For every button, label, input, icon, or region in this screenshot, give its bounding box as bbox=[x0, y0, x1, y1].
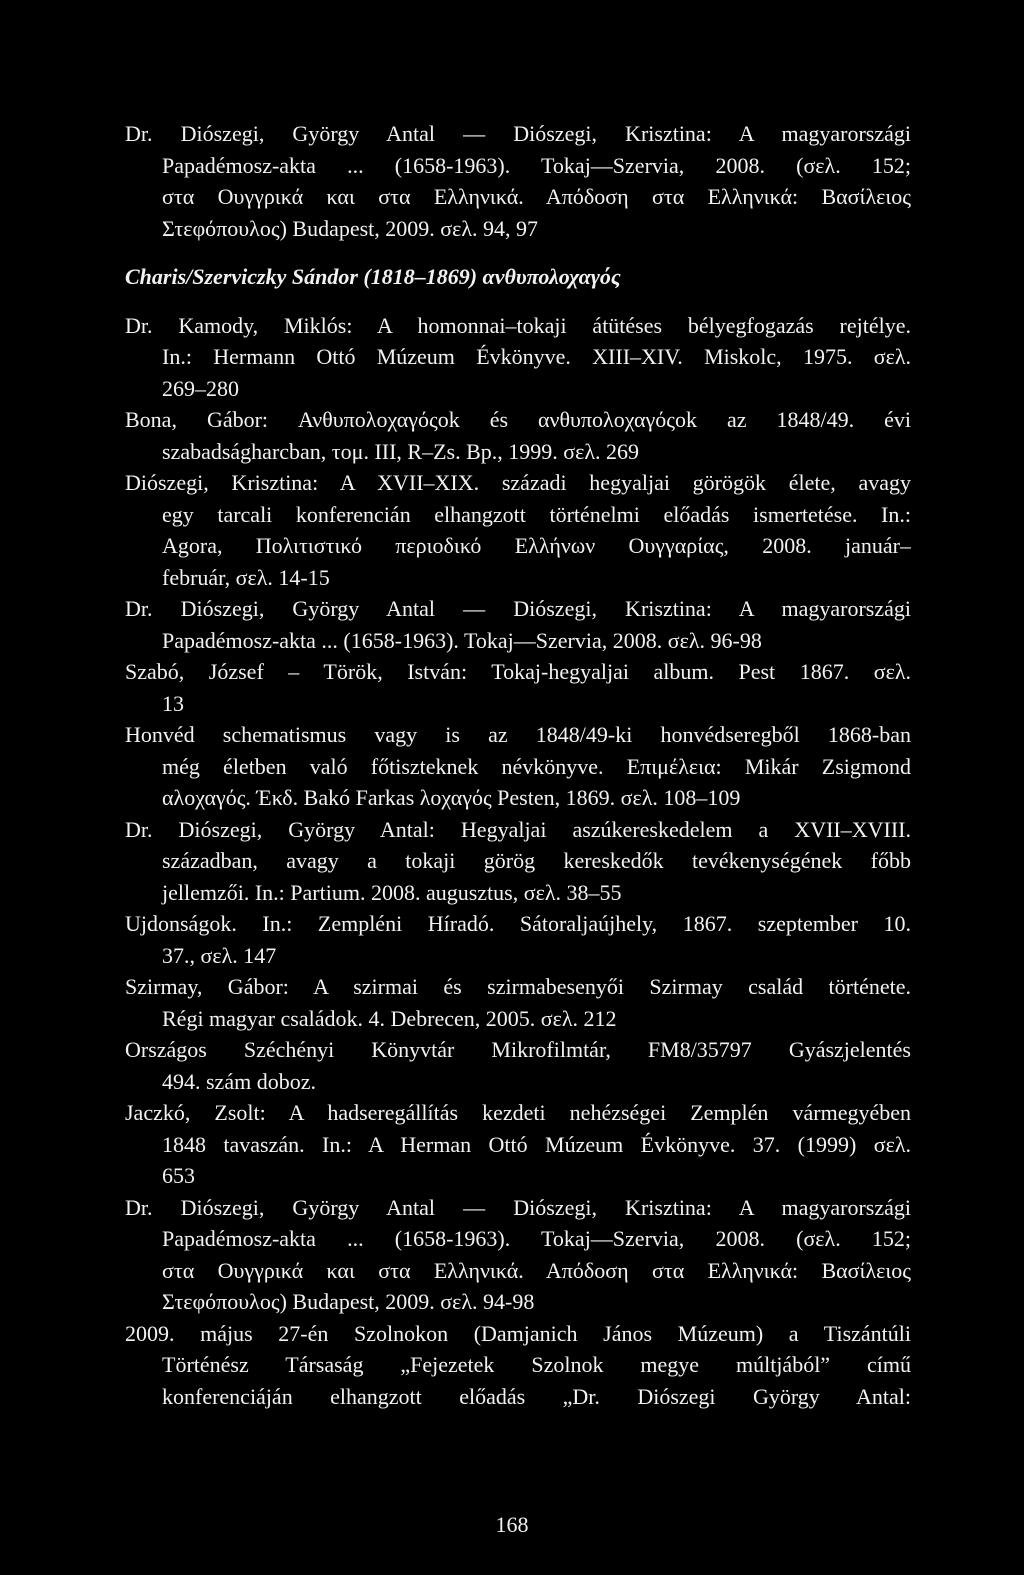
reference-line: Országos Széchényi Könyvtár Mikrofilmtár, FM8/35797 Gyászjelentés bbox=[125, 1037, 911, 1062]
reference-line: még életben való főtiszteknek névkönyve. Επιμέλεια: Mikár Zsigmond bbox=[162, 753, 911, 779]
reference-line: konferenciáján elhangzott előadás „Dr. Diószegi György Antal: bbox=[162, 1383, 911, 1409]
reference-line: 1848 tavaszán. In.: A Herman Ottó Múzeum Évkönyve. 37. (1999) σελ. bbox=[162, 1131, 911, 1157]
reference-entry bbox=[125, 1097, 911, 1192]
reference-line: szabadságharcban, τομ. III, R–Zs. Bp., 1999. σελ. 269 bbox=[162, 438, 640, 464]
reference-entry bbox=[125, 719, 911, 814]
reference-line: Στεφόπουλος) Budapest, 2009. σελ. 94, 97 bbox=[162, 215, 539, 241]
reference-line: február, σελ. 14-15 bbox=[162, 564, 330, 590]
reference-line: Papadémosz-akta ... (1658-1963). Tokaj—Szervia, 2008. (σελ. 152; bbox=[162, 1226, 911, 1251]
reference-line: Bona, Gábor: Ανθυπολοχαγόςok és ανθυπολοχαγόςok az 1848/49. évi bbox=[125, 407, 911, 432]
reference-line: 653 bbox=[162, 1163, 195, 1188]
reference-line: 37., σελ. 147 bbox=[162, 942, 277, 968]
reference-line: 2009. május 27-én Szolnokon (Damjanich János Múzeum) a Tiszántúli bbox=[125, 1320, 911, 1346]
reference-line: Szabó, József – Török, István: Tokaj-hegyaljai album. Pest 1867. σελ. bbox=[125, 659, 911, 684]
reference-entry bbox=[125, 1192, 911, 1318]
reference-entry bbox=[125, 118, 911, 244]
reference-line: Στεφόπουλος) Budapest, 2009. σελ. 94-98 bbox=[162, 1289, 535, 1314]
reference-line: Papadémosz-akta ... (1658-1963). Tokaj—Szervia, 2008. (σελ. 152; bbox=[162, 152, 911, 178]
reference-line: Diószegi, Krisztina: A XVII–XIX. századi hegyaljai görögök élete, avagy bbox=[125, 470, 911, 495]
reference-line: Dr. Diószegi, György Antal — Diószegi, Krisztina: A magyarországi bbox=[125, 596, 911, 621]
reference-line: Jaczkó, Zsolt: A hadseregállítás kezdeti nehézségei Zemplén vármegyében bbox=[125, 1100, 911, 1125]
reference-entry bbox=[125, 467, 911, 593]
reference-line: στα Ουγγρικά και στα Ελληνικά. Απόδοση στα Ελληνικά: Βασίλειος bbox=[162, 184, 911, 209]
reference-entry bbox=[125, 971, 911, 1034]
reference-entry bbox=[125, 593, 911, 656]
reference-entry bbox=[125, 1034, 911, 1097]
reference-line: Régi magyar családok. 4. Debrecen, 2005. σελ. 212 bbox=[162, 1005, 617, 1031]
reference-line: Agora, Πολιτιστικό περιοδικό Ελλήνων Ουγγαρίας, 2008. január– bbox=[162, 533, 911, 558]
reference-line: Dr. Diószegi, György Antal — Diószegi, Krisztina: A magyarországi bbox=[125, 1194, 911, 1220]
reference-entry bbox=[125, 404, 911, 467]
reference-line: században, avagy a tokaji görög kereskedők tevékenységének főbb bbox=[162, 848, 911, 873]
reference-line: 13 bbox=[162, 690, 184, 716]
reference-line: αλοχαγός. Έκδ. Bakó Farkas λοχαγός Pesten, 1869. σελ. 108–109 bbox=[162, 785, 741, 810]
reference-list bbox=[125, 310, 911, 1413]
reference-entry bbox=[125, 1318, 911, 1413]
reference-entry bbox=[125, 814, 911, 909]
reference-line: Papadémosz-akta ... (1658-1963). Tokaj—Szervia, 2008. σελ. 96-98 bbox=[162, 627, 762, 653]
reference-line: In.: Hermann Ottó Múzeum Évkönyve. XIII–XIV. Miskolc, 1975. σελ. bbox=[162, 344, 911, 369]
page-number: 168 bbox=[495, 1512, 529, 1537]
reference-entry bbox=[125, 656, 911, 719]
section-heading: Charis/Szerviczky Sándor (1818–1869) ανθυπολοχαγός bbox=[125, 264, 621, 289]
reference-entry bbox=[125, 908, 911, 971]
reference-line: Történész Társaság „Fejezetek Szolnok megye múltjából” című bbox=[162, 1352, 911, 1377]
reference-line: Honvéd schematismus vagy is az 1848/49-ki honvédseregből 1868-ban bbox=[125, 722, 911, 747]
reference-line: Dr. Diószegi, György Antal — Diószegi, Krisztina: A magyarországi bbox=[125, 121, 911, 146]
document-page bbox=[125, 118, 911, 1412]
reference-line: Dr. Diószegi, György Antal: Hegyaljai aszúkereskedelem a XVII–XVIII. bbox=[125, 816, 911, 842]
reference-line: jellemzői. In.: Partium. 2008. augusztus, σελ. 38–55 bbox=[162, 879, 622, 905]
reference-line: egy tarcali konferencián elhangzott történelmi előadás ismertetése. In.: bbox=[162, 501, 911, 527]
reference-line: στα Ουγγρικά και στα Ελληνικά. Απόδοση στα Ελληνικά: Βασίλειος bbox=[162, 1257, 911, 1283]
reference-line: Szirmay, Gábor: A szirmai és szirmabesenyői Szirmay család története. bbox=[125, 974, 911, 999]
reference-entry bbox=[125, 310, 911, 405]
reference-line: 494. szám doboz. bbox=[162, 1068, 316, 1094]
reference-line: 269–280 bbox=[162, 375, 239, 401]
reference-line: Ujdonságok. In.: Zempléni Híradó. Sátoraljaújhely, 1867. szeptember 10. bbox=[125, 911, 911, 936]
reference-line: Dr. Kamody, Miklós: A homonnai–tokaji átütéses bélyegfogazás rejtélye. bbox=[125, 312, 911, 338]
